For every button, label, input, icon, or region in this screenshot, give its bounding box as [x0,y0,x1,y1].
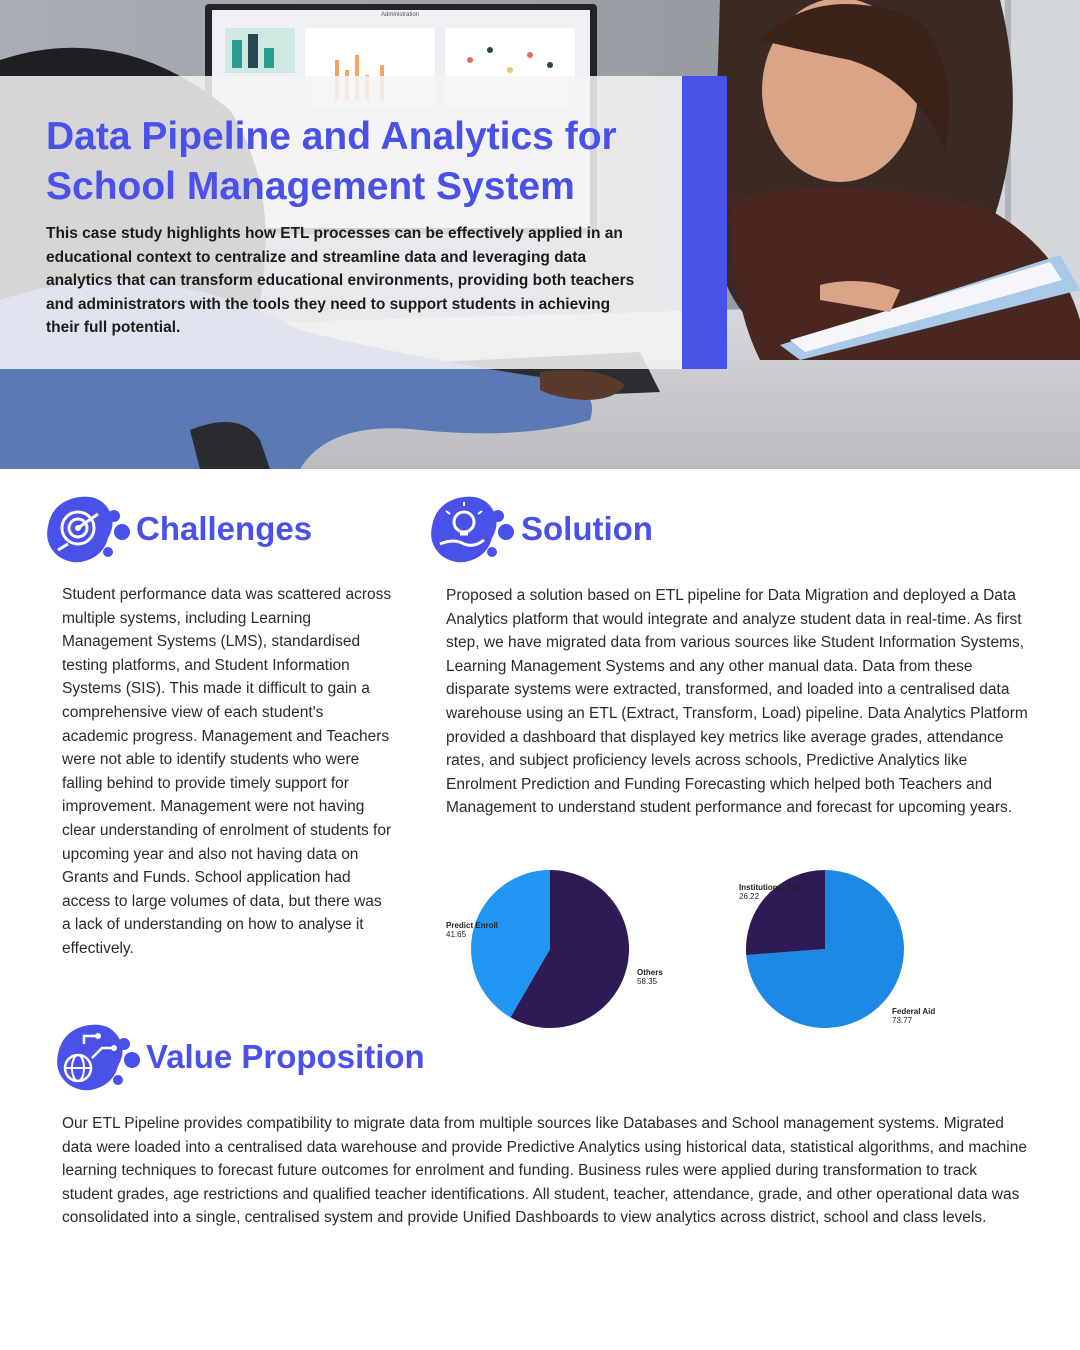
solution-title: Solution [521,510,653,547]
pie2-label-name: Institutional Aid [739,883,800,892]
pie2-label-name: Federal Aid [892,1007,936,1016]
hero-accent-bar [682,76,727,369]
solution-text: Proposed a solution based on ETL pipeline for Data Migration and deployed a Data Analytics platform that would integrate and analyze student data in real-time. As first step, we have migrated data from various sources like Student Information Systems, Learning Management Systems and any other manual data. Data from these disparate systems were extracted, transformed, and loaded into a centralised data warehouse using an ETL (Extract, Transform, Load) pipeline. Data Analytics Platform provided a dashboard that displayed key metrics like average grades, attendance rates, and subject proficiency levels across schools, Predictive Analytics like Enrolment Prediction and Funding Forecasting which helped both Teachers and Management to understand student performance and forecast for upcoming years. [446,587,1028,817]
value-proposition-title: Value Proposition [146,1038,425,1075]
pie2-label-value: 73.77 [892,1016,913,1025]
pie1-label-value: 58.35 [637,977,658,986]
enrolment-pie-svg [430,862,670,1042]
page-title [46,112,686,212]
pie2-label-institutional-aid [739,883,799,901]
pie1-label-others [637,968,663,986]
target-icon [44,494,130,566]
pie1-label-name: Predict Enroll [446,921,499,930]
globe-network-icon [54,1022,140,1094]
lightbulb-hand-icon [428,494,514,566]
value-proposition-text: Our ETL Pipeline provides compatibility to migrate data from multiple sources like Databases and School management systems. Migrated data were loaded into a centralised data warehouse and provide Predictive Analytics using historical data, statistical algorithms, and machine learning techniques to forecast future outcomes for enrolment and funding. Business rules were applied during transformation to track student grades, age restrictions and qualified teacher identifications. All student, teacher, attendance, grade, and other operational data was consolidated into a single, centralised system and provide Unified Dashboards to view analytics across district, school and class levels. [62,1115,1027,1227]
funding-pie-chart [704,862,964,1042]
challenges-title: Challenges [136,510,313,547]
pie1-label-name: Others [637,968,663,977]
pie2-label-federal-aid [892,1007,935,1025]
hero-description: This case study highlights how ETL processes can be effectively applied in an educational context to centralize and streamline data and leveraging data analytics that can transform educational environments, providing both teachers and administrators with the tools they need to support students in achieving their full potential. [46,225,635,337]
pie1-label-predict-enroll [446,921,498,939]
enrolment-pie-chart [430,862,670,1042]
monitor-label: Administration [380,12,420,18]
pie1-label-value: 41.65 [446,930,467,939]
page-title-line1: Data Pipeline and Analytics for [46,115,617,158]
page-title-line2: School Management System [46,165,575,208]
challenges-text: Student performance data was scattered across multiple systems, including Learning Management Systems (LMS), standardised testing platforms, and Student Information Systems (SIS). This made it difficult to gain a comprehensive view of each student's academic progress. Management and Teachers were not able to identify students who were falling behind to provide timely support for improvement. Management were not having clear understanding of enrolment of students for upcoming year and also not having data on Grants and Funds. School application had access to large volumes of data, but there was a lack of understanding on how to analyse it effectively. [62,586,392,957]
hero-banner [0,0,1080,469]
pie2-label-value: 26.22 [739,892,760,901]
